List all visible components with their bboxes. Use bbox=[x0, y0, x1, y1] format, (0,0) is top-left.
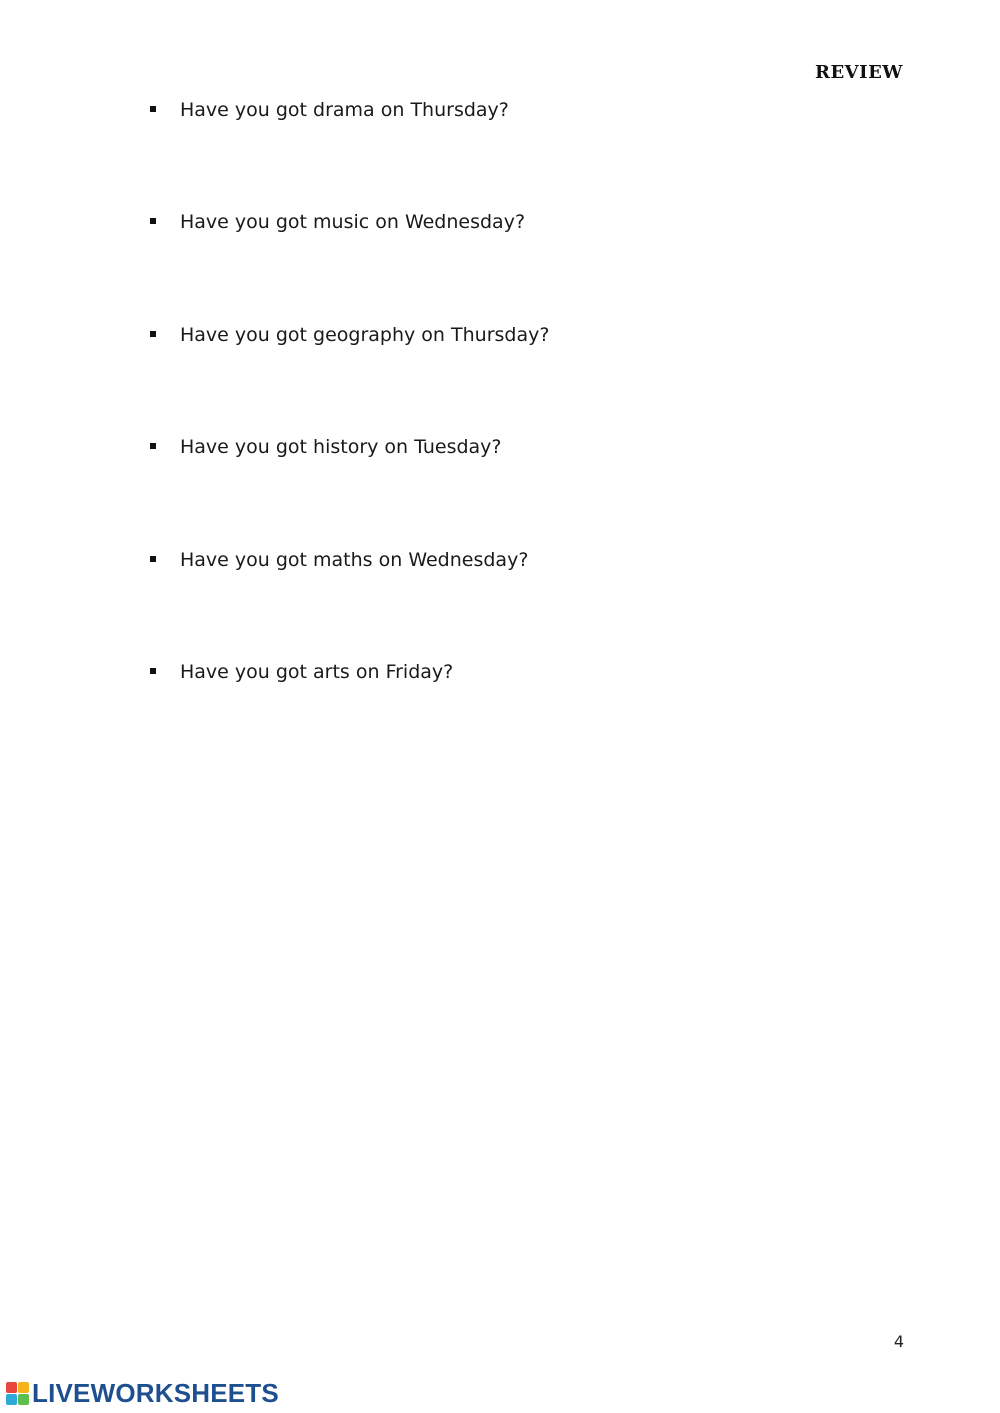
liveworksheets-logo-icon bbox=[6, 1382, 29, 1405]
logo-tile bbox=[6, 1382, 17, 1393]
question-text: Have you got maths on Wednesday? bbox=[180, 548, 529, 571]
square-bullet-icon bbox=[150, 331, 156, 337]
list-item bbox=[148, 546, 549, 658]
brand-name: LIVEWORKSHEETS bbox=[32, 1377, 279, 1408]
list-item bbox=[148, 96, 549, 208]
page-title: REVIEW bbox=[815, 62, 903, 83]
list-item bbox=[148, 208, 549, 320]
list-item bbox=[148, 658, 549, 770]
square-bullet-icon bbox=[150, 106, 156, 112]
logo-tile bbox=[18, 1394, 29, 1405]
square-bullet-icon bbox=[150, 443, 156, 449]
question-text: Have you got drama on Thursday? bbox=[180, 99, 509, 121]
question-text: Have you got geography on Thursday? bbox=[180, 323, 550, 346]
logo-tile bbox=[18, 1382, 29, 1393]
footer-brand bbox=[6, 1378, 279, 1408]
page-number: 4 bbox=[893, 1332, 904, 1351]
question-text: Have you got history on Tuesday? bbox=[180, 436, 502, 459]
question-text: Have you got music on Wednesday? bbox=[180, 211, 526, 234]
list-item bbox=[148, 433, 549, 545]
logo-tile bbox=[6, 1394, 17, 1405]
question-text: Have you got arts on Friday? bbox=[180, 660, 454, 683]
square-bullet-icon bbox=[150, 218, 156, 224]
square-bullet-icon bbox=[150, 668, 156, 674]
list-item bbox=[148, 321, 549, 433]
question-list bbox=[148, 96, 549, 770]
square-bullet-icon bbox=[150, 556, 156, 562]
